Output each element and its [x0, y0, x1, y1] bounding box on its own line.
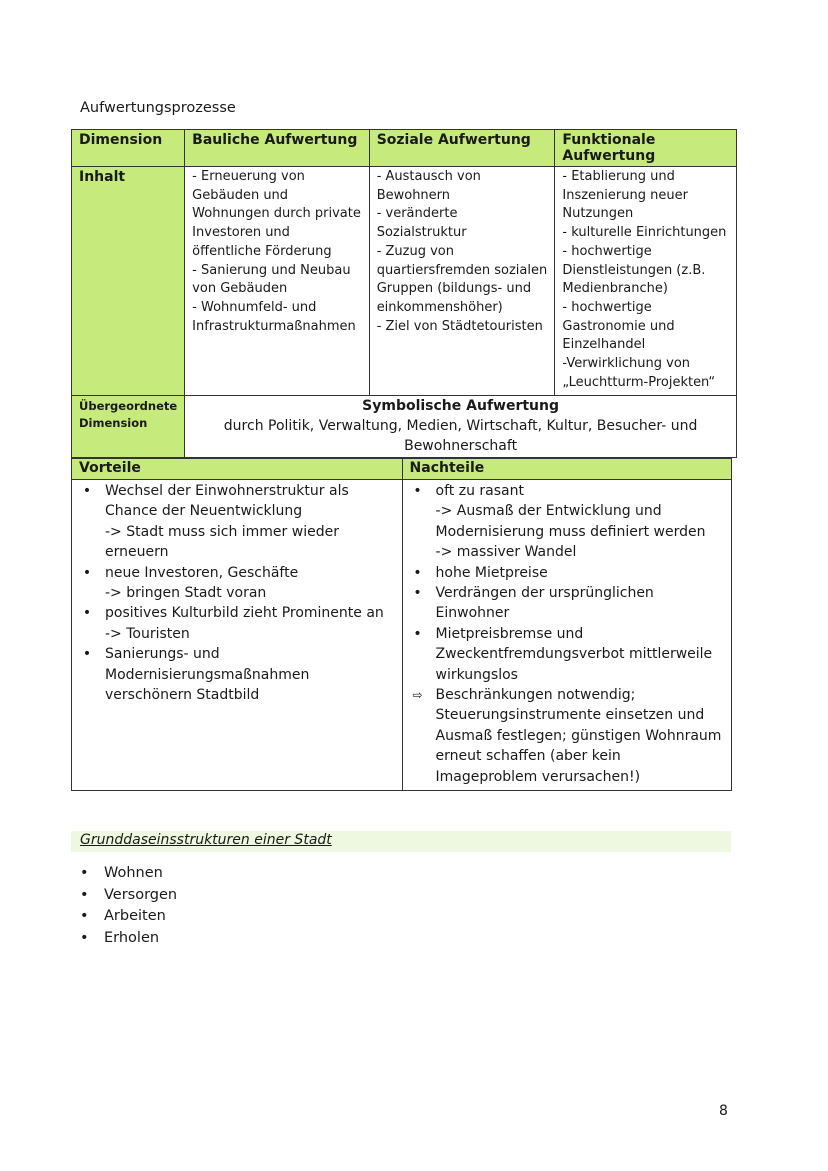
list-item: • Arbeiten — [80, 906, 177, 928]
bullet-icon: • — [413, 625, 422, 642]
grunddaseins-list — [80, 863, 177, 949]
list-item: • Sanierungs- und Modernisierungsmaßnahmen verschönern Stadtbild — [76, 644, 398, 705]
cell-soziale: - Austausch von Bewohnern - veränderte Sozialstruktur - Zuzug von quartiersfremden sozialen Gruppen (bildungs- und einkommenshöher) - Ziel von Städtetouristen — [369, 167, 555, 396]
bullet-icon: • — [413, 483, 422, 499]
header-vorteile: Vorteile — [72, 459, 403, 480]
list-item: • Mietpreisbremse und Zweckentfremdungsverbot mittlerweile wirkungslos — [407, 624, 727, 685]
page-number: 8 — [719, 1103, 728, 1119]
bullet-icon: • — [82, 564, 92, 581]
aufwertung-table — [71, 129, 737, 458]
nachteile-list — [407, 481, 727, 787]
vor-nachteile-table — [71, 458, 732, 791]
table-row-uebergeordnete — [72, 396, 737, 458]
cell-vorteile — [72, 480, 403, 791]
header-dimension: Dimension — [72, 130, 185, 167]
row-label-uebergeordnete: Übergeordnete Dimension — [72, 396, 185, 458]
cell-symbolische-aufwertung — [185, 396, 737, 458]
bullet-icon: • — [80, 886, 89, 903]
table-header-row — [72, 130, 737, 167]
header-soziale: Soziale Aufwertung — [369, 130, 555, 167]
cell-bauliche: - Erneuerung von Gebäuden und Wohnungen durch private Investoren und öffentliche Förderung - Sanierung und Neubau von Gebäuden - Wohnumfeld- und Infrastrukturmaßnahmen — [185, 167, 370, 396]
section-title: Aufwertungsprozesse — [80, 100, 236, 116]
header-bauliche: Bauliche Aufwertung — [185, 130, 370, 167]
list-item: • neue Investoren, Geschäfte -> bringen Stadt voran — [76, 563, 398, 604]
header-nachteile: Nachteile — [402, 459, 731, 480]
list-item: ⇨ Beschränkungen notwendig; Steuerungsinstrumente einsetzen und Ausmaß festlegen; günstigen Wohnraum erneut schaffen (aber kein Imageproblem verursachen!) — [412, 687, 722, 785]
bullet-icon: • — [80, 929, 89, 946]
bullet-icon: • — [82, 646, 92, 663]
table-header-row — [72, 459, 732, 480]
cell-nachteile — [402, 480, 731, 791]
table-row-inhalt — [72, 167, 737, 396]
bullet-icon: • — [413, 564, 422, 581]
list-item: • oft zu rasant -> Ausmaß der Entwicklung und Modernisierung muss definiert werden -> massiver Wandel — [407, 481, 727, 563]
bullet-icon: • — [413, 585, 422, 602]
list-item: • Wohnen — [80, 863, 177, 885]
list-item: • hohe Mietpreise — [407, 563, 727, 583]
arrow-right-icon: ⇨ — [412, 688, 423, 703]
header-funktionale: Funktionale Aufwertung — [555, 130, 737, 167]
bullet-icon: • — [82, 483, 92, 499]
list-item: • positives Kulturbild zieht Prominente an -> Touristen — [76, 603, 398, 644]
bullet-icon: • — [82, 605, 92, 622]
vorteile-list — [76, 481, 398, 705]
list-item: • Wechsel der Einwohnerstruktur als Chance der Neuentwicklung -> Stadt muss sich immer wieder erneuern — [76, 481, 398, 563]
list-item: • Verdrängen der ursprünglichen Einwohner — [407, 583, 727, 624]
cell-funktionale: - Etablierung und Inszenierung neuer Nutzungen - kulturelle Einrichtungen - hochwertige Dienstleistungen (z.B. Medienbranche) - hochwertige Gastronomie und Einzelhandel -Verwirklichung von „Leuchtturm-Projekten“ — [555, 167, 737, 396]
symbolic-title: Symbolische Aufwertung — [362, 398, 560, 415]
list-item: • Versorgen — [80, 885, 177, 907]
symbolic-text-2: Bewohnerschaft — [404, 438, 518, 455]
subsection-title: Grunddaseinsstrukturen einer Stadt — [80, 832, 332, 848]
table-row — [72, 480, 732, 791]
symbolic-text-1: durch Politik, Verwaltung, Medien, Wirtschaft, Kultur, Besucher- und — [223, 418, 698, 435]
bullet-icon: • — [80, 908, 89, 924]
row-label-inhalt: Inhalt — [72, 167, 185, 396]
bullet-icon: • — [80, 865, 89, 881]
list-item: • Erholen — [80, 928, 177, 950]
